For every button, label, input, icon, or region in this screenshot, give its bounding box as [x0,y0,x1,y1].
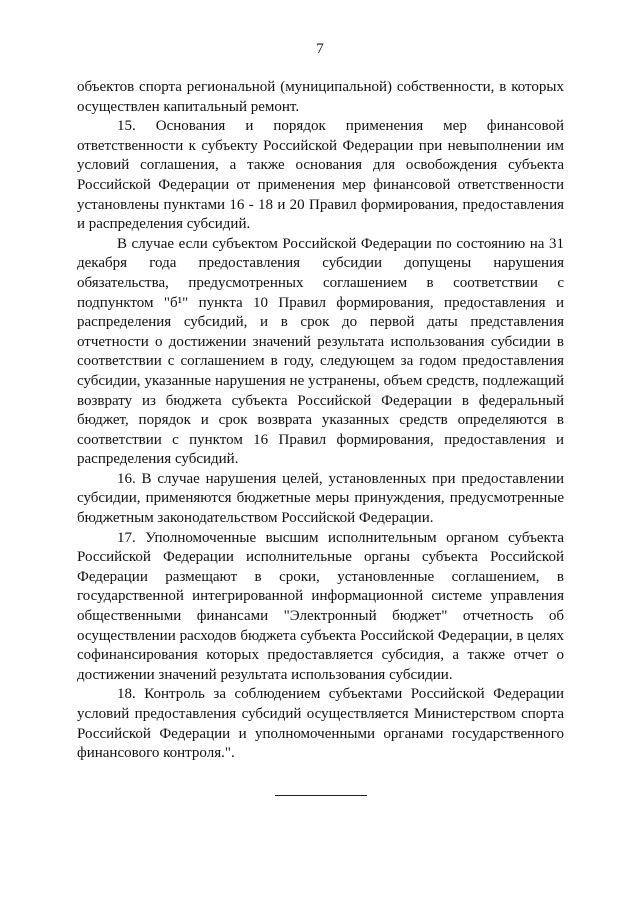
paragraph-18: 18. Контроль за соблюдением субъектами Российской Федерации условий предоставления субсидий осуществляется Министерством спорта Российской Федерации и уполномоченными органами государственного финансового контроля.". [77,686,564,762]
paragraph-15: 15. Основания и порядок применения мер финансовой ответственности к субъекту Российской Федерации при невыполнении им условий соглашения, а также основания для освобождения субъекта Российской Федерации от применения мер финансовой ответственности установлены пунктами 16 - 18 и 20 Правил формирования, предоставления и распределения субсидий. [77,118,564,233]
paragraph-17: 17. Уполномоченные высшим исполнительным органом субъекта Российской Федерации исполнительные органы субъекта Российской Федерации размещают в сроки, установленные соглашением, в государственной интегрированной информационной системе управления общественными финансами "Электронный бюджет" отчетность об осуществлении расходов бюджета субъекта Российской Федерации, в целях софинансирования которых предоставляется субсидия, а также отчет о достижении значений результата использования субсидии. [77,529,564,683]
paragraph-16: 16. В случае нарушения целей, установленных при предоставлении субсидии, применяются бюджетные меры принуждения, предусмотренные бюджетным законодательством Российской Федерации. [77,470,564,527]
end-divider [275,795,367,796]
document-body [77,78,564,764]
page-number: 7 [316,41,324,57]
paragraph-15-case: В случае если субъектом Российской Федерации по состоянию на 31 декабря года предоставления субсидии допущены нарушения обязательства, предусмотренных соглашением в соответствии с подпунктом "б¹" пункта 10 Правил формирования, предоставления и распределения субсидий, и в срок до первой даты представления отчетности о достижении значений результата использования субсидии в соответствии с соглашением в году, следующем за годом предоставления субсидии, указанные нарушения не устранены, объем средств, подлежащий возврату из бюджета субъекта Российской Федерации в федеральный бюджет, порядок и срок возврата указанных средств определяются в соответствии с пунктом 16 Правил формирования, предоставления и распределения субсидий. [77,235,564,468]
paragraph-continuation: объектов спорта региональной (муниципальной) собственности, в которых осуществлен капитальный ремонт. [77,79,564,115]
